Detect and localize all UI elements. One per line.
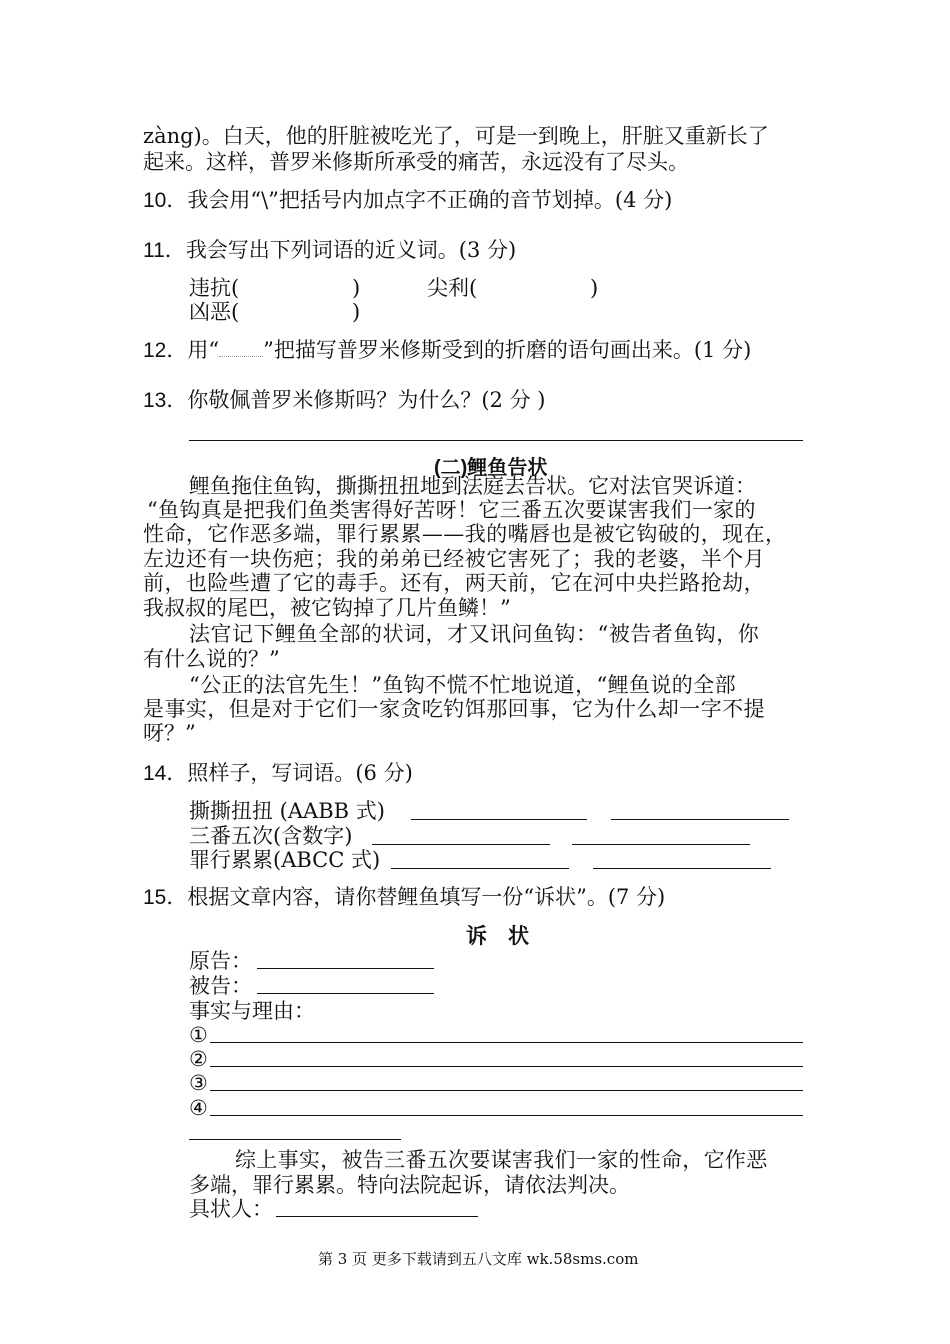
bracket-close: ) [352,276,361,300]
passage-line: 性命，它作恶多端，罪行累累——我的嘴唇也是被它钩破的，现在， [143,522,787,546]
blank-line[interactable] [611,819,789,820]
page-footer: 第 3 页 更多下载请到五八文库 wk.58sms.com [318,1250,639,1268]
question-11 [143,238,516,263]
answer-line[interactable] [189,440,803,441]
question-text: 根据文章内容，请你替鲤鱼填写一份“诉状”。(7 分) [187,885,666,909]
fact-line-5[interactable] [189,1139,401,1140]
passage-line: 鲤鱼拖住鱼钩，撕撕扭扭地到法庭去告状。它对法官哭诉道： [189,474,756,498]
signer-field[interactable] [276,1216,478,1217]
synonym-item-2: 尖利( [427,276,478,300]
blank-line[interactable] [372,844,550,845]
facts-label: 事实与理由： [189,999,315,1023]
item-mark-2: ② [189,1047,208,1071]
passage-line: 前，也险些遭了它的毒手。还有，两天前，它在河中央拦路抢劫， [143,571,766,595]
question-15 [143,885,665,910]
passage-line: “鱼钩真是把我们鱼类害得好苦呀！它三番五次要谋害我们一家的 [147,498,756,522]
fact-line-3[interactable] [210,1090,803,1091]
blank-line[interactable] [411,819,587,820]
question-13 [143,388,545,413]
question-text: 你敬佩普罗米修斯吗？为什么？(2 分 ) [187,388,546,412]
question-number: 12． [143,339,188,362]
blank-line[interactable] [593,868,771,869]
fact-line-4[interactable] [210,1115,803,1116]
question-text-post: ”把描写普罗米修斯受到的折磨的语句画出来。(1 分) [263,338,752,362]
defendant-label: 被告： [189,974,252,998]
plaintiff-label: 原告： [189,949,252,973]
question-text: 我会用“\”把括号内加点字不正确的音节划掉。(4 分) [187,188,673,212]
item-mark-4: ④ [189,1096,208,1120]
synonym-item-1: 违抗( [189,276,240,300]
passage-line: 左边还有一块伤疤；我的弟弟已经被它害死了；我的老婆，半个月 [143,547,766,571]
question-text: 照样子，写词语。(6 分) [187,761,413,785]
passage-line: 是事实，但是对于它们一家贪吃钓饵那回事，它为什么却一字不提 [143,697,766,721]
section-title: (二)鲤鱼告状 [434,457,548,479]
defendant-field[interactable] [257,993,434,994]
story-line: 起来。这样，普罗米修斯所承受的痛苦，永远没有了尽头。 [143,150,689,174]
passage-line: “公正的法官先生！”鱼钩不慌不忙地说道，“鲤鱼说的全部 [189,673,737,697]
passage-line: 有什么说的？” [143,647,280,671]
example-word-3: 罪行累累(ABCC 式) [189,848,381,872]
wavy-line-mark [219,346,263,357]
story-line: zàng)。白天，他的肝脏被吃光了，可是一到晚上，肝脏又重新长了 [143,124,769,148]
question-number: 10． [143,189,188,212]
blank-line[interactable] [391,868,569,869]
question-number: 14． [143,762,188,785]
item-mark-1: ① [189,1023,208,1047]
passage-line: 法官记下鲤鱼全部的状词，才又讯问鱼钩：“被告者鱼钩，你 [189,622,760,646]
question-14 [143,761,413,786]
conclusion-line: 综上事实，被告三番五次要谋害我们一家的性命，它作恶 [235,1148,768,1172]
signer-label: 具状人： [189,1197,273,1221]
item-mark-3: ③ [189,1071,208,1095]
question-12 [143,338,751,363]
passage-line: 我叔叔的尾巴，被它钩掉了几片鱼鳞！” [143,596,511,620]
blank-line[interactable] [572,844,750,845]
fact-line-2[interactable] [210,1066,803,1067]
plaintiff-field[interactable] [257,968,434,969]
question-number: 13． [143,389,188,412]
bracket-close: ) [352,300,361,324]
question-text: 我会写出下列词语的近义词。(3 分) [185,238,517,262]
bracket-close: ) [590,276,599,300]
example-word-2: 三番五次(含数字) [189,824,353,848]
fact-line-1[interactable] [210,1042,803,1043]
question-10 [143,188,672,213]
passage-line: 呀？” [143,721,196,745]
question-number: 15． [143,886,188,909]
question-text-pre: 用“ [187,338,220,362]
conclusion-line: 多端，罪行累累。特向法院起诉，请依法判决。 [189,1173,630,1197]
synonym-item-3: 凶恶( [189,300,240,324]
form-title: 诉 状 [466,923,529,948]
example-word-1: 撕撕扭扭 (AABB 式) [189,799,385,823]
question-number: 11． [143,239,186,262]
